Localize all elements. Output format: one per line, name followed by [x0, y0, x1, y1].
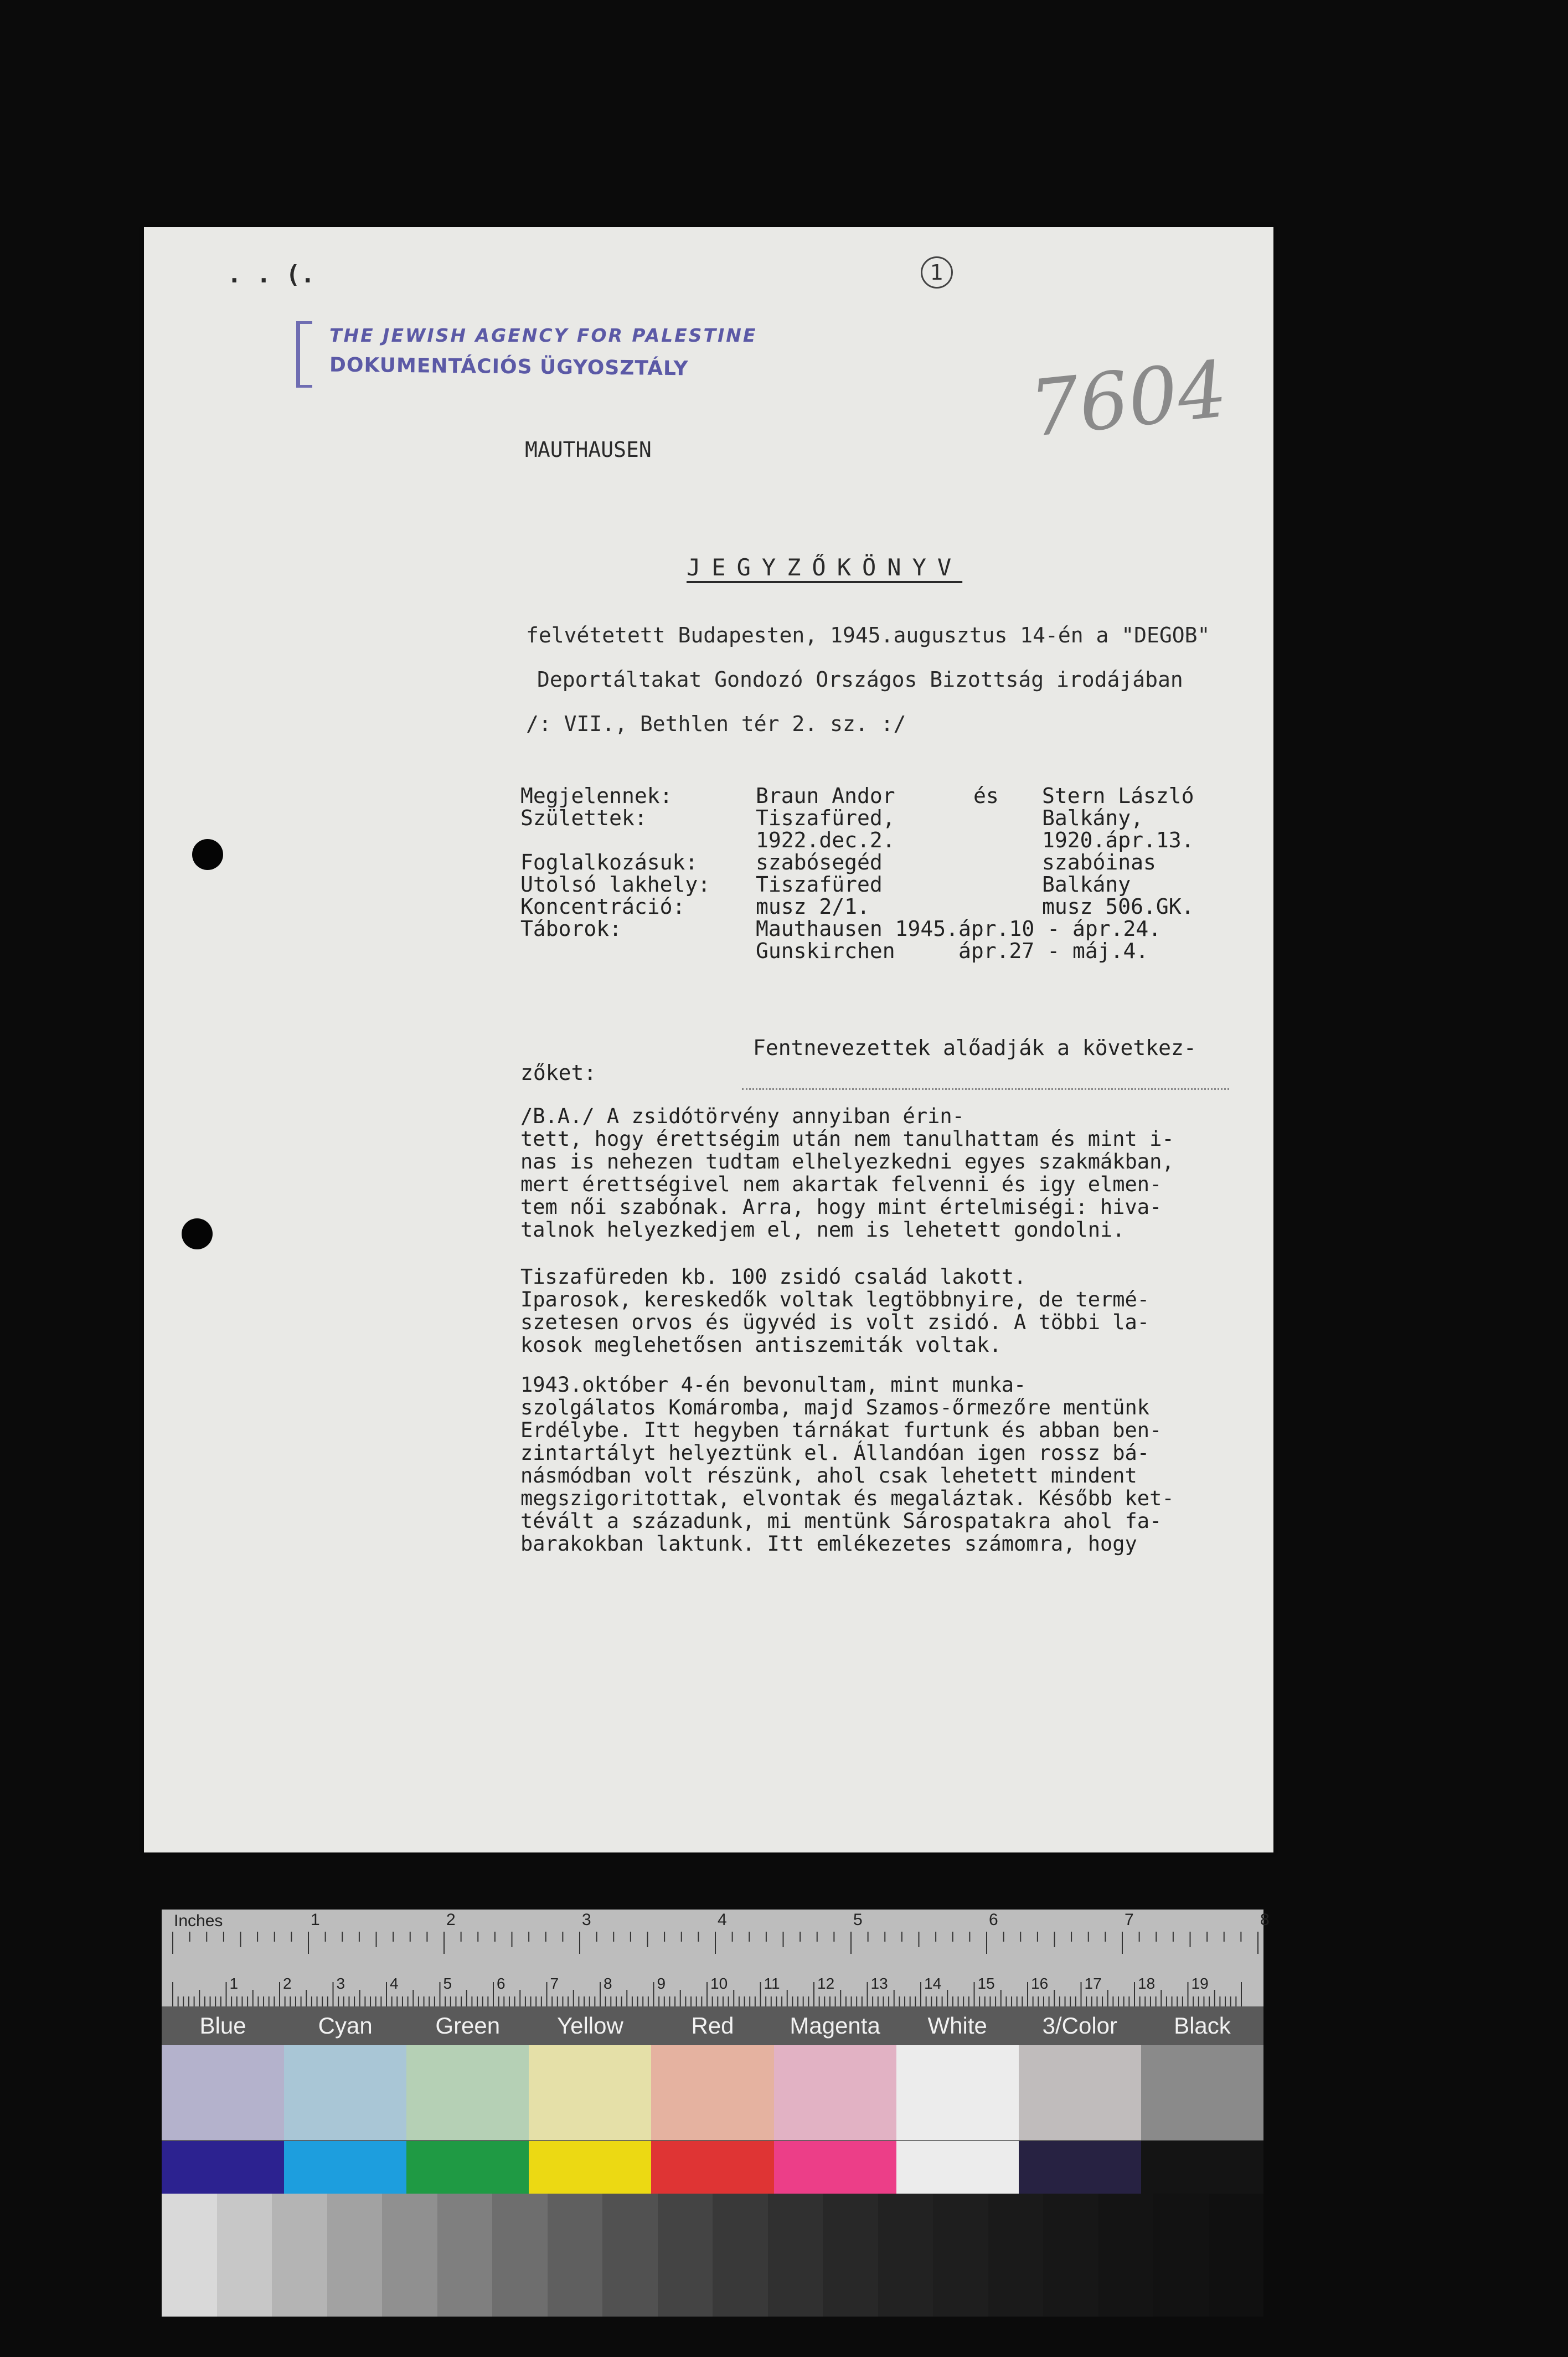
cm-number: 1: [229, 1975, 239, 1992]
gray-step: [162, 2194, 217, 2317]
paragraph-2: Tiszafüreden kb. 100 zsidó család lakott. Iparosok, kereskedők voltak legtöbbnyire, de termé- szetesen orvos és ügyvéd is volt zsidó. A többi la- kosok meglehetősen antiszemiták voltak.: [520, 1265, 1150, 1357]
color-swatch: [1141, 2045, 1263, 2140]
paragraph-1: /B.A./ A zsidótörvény annyiban érin- tett, hogy érettségim után nem tanulhattam és mint i- nas is nehezen tudtam elhelyezkedni egyes szakmákban, mert érettségivel nem akartak felvenni és igy elmen- tem női szabónak. Arra, hogy mint értelmiségi: hiva- talnok helyezkedjem el, nem is lehetett gondolni.: [520, 1104, 1174, 1242]
person2-value: szabóinas: [1042, 850, 1156, 874]
cm-number: 3: [336, 1975, 345, 1992]
gray-step: [437, 2194, 493, 2317]
swatch-label: Yellow: [556, 2013, 623, 2039]
gray-step: [1153, 2194, 1209, 2317]
color-swatch: [896, 2045, 1019, 2140]
inch-number: 5: [853, 1911, 863, 1929]
cm-number: 2: [283, 1975, 292, 1992]
color-swatch: [651, 2045, 773, 2140]
measuring-ruler: [162, 1910, 1270, 2008]
color-calibration-card: [162, 1910, 1270, 2317]
person1-value: Tiszafüred,: [756, 806, 895, 830]
stamp-line-2: DOKUMENTÁCIÓS ÜGYOSZTÁLY: [329, 353, 689, 380]
person1-value: Gunskirchen ápr.27 - máj.4.: [756, 939, 1149, 963]
inch-number: 2: [446, 1911, 456, 1929]
field-label: Foglalkozásuk:: [520, 850, 698, 874]
inch-number: 7: [1125, 1911, 1134, 1929]
person1-value: Tiszafüred: [756, 872, 883, 897]
dotted-rule: [742, 1088, 1229, 1090]
swatch-label: Blue: [199, 2013, 246, 2039]
person1-value: Braun Andor: [756, 784, 895, 808]
gray-step: [878, 2194, 933, 2317]
agency-stamp: [296, 321, 757, 404]
color-swatch: [1019, 2045, 1141, 2140]
gray-step: [933, 2194, 988, 2317]
cm-number: 17: [1084, 1975, 1102, 1992]
cm-number: 8: [604, 1975, 612, 1992]
gray-step: [382, 2194, 437, 2317]
intro-line-3: /: VII., Bethlen tér 2. sz. :/: [526, 712, 906, 736]
swatch-label-bar: [162, 2006, 1263, 2045]
cm-number: 6: [497, 1975, 506, 1992]
cm-number: 9: [657, 1975, 666, 1992]
swatch-label: Cyan: [318, 2013, 373, 2039]
gray-step: [1209, 2194, 1264, 2317]
field-label: Utolsó lakhely:: [520, 872, 711, 897]
color-swatch: [162, 2045, 284, 2140]
intro-line-2: Deportáltakat Gondozó Országos Bizottság irodájában: [537, 667, 1183, 692]
intro-line-1: felvétetett Budapesten, 1945.augusztus 14-én a "DEGOB": [526, 623, 1210, 647]
person2-value: Balkány: [1042, 872, 1131, 897]
person2-value: musz 506.GK.: [1042, 894, 1194, 919]
cm-number: 4: [390, 1975, 399, 1992]
gray-step: [217, 2194, 272, 2317]
person2-value: Stern László: [1042, 784, 1194, 808]
swatch-label: Magenta: [790, 2013, 880, 2039]
person1-value: Mauthausen 1945.ápr.10 - ápr.24.: [756, 917, 1162, 941]
gray-step: [1098, 2194, 1154, 2317]
gray-step: [823, 2194, 878, 2317]
inch-number: 6: [989, 1911, 998, 1929]
gray-step: [713, 2194, 768, 2317]
paragraph-3: 1943.október 4-én bevonultam, mint munka- szolgálatos Komáromba, majd Szamos-őrmezőre mentünk Erdélybe. Itt hegyben tárnákat furtunk és abban ben- zintartályt helyeztünk el. Állandóan igen rossz bá- násmódban volt részünk, ahol csak lehetett mindent megszigoritottak, elvontak és megaláztak. Később ket- tévált a századunk, mi mentünk Sárospatakra ahol fa- barakokban laktunk. Itt emlékezetes számomra, hogy: [520, 1373, 1174, 1556]
cm-number: 15: [977, 1975, 995, 1992]
document-label: MAUTHAUSEN: [525, 438, 652, 462]
lead-in-line-1: Fentnevezettek alőadják a következ-: [753, 1036, 1196, 1060]
cm-number: 16: [1031, 1975, 1049, 1992]
punch-hole-bottom: [182, 1218, 213, 1249]
swatch-label: 3/Color: [1042, 2013, 1118, 2039]
cm-number: 7: [550, 1975, 559, 1992]
inch-number: 8: [1260, 1911, 1270, 1929]
cm-number: 14: [924, 1975, 942, 1992]
ruler-unit-label: Inches: [174, 1912, 223, 1930]
gray-step: [658, 2194, 713, 2317]
gray-step: [548, 2194, 603, 2317]
corner-mark: . . (.: [227, 260, 315, 289]
cm-number: 5: [443, 1975, 452, 1992]
gray-step: [1043, 2194, 1098, 2317]
color-swatch: [529, 2045, 651, 2140]
gray-scale-row: [162, 2194, 1263, 2317]
swatch-label: White: [927, 2013, 987, 2039]
inch-number: 4: [718, 1911, 727, 1929]
cm-number: 18: [1138, 1975, 1156, 1992]
person1-value: musz 2/1.: [756, 894, 870, 919]
color-swatch: [284, 2045, 406, 2140]
lead-in-line-2: zőket:: [520, 1061, 597, 1085]
punch-hole-top: [192, 839, 223, 870]
person1-value: szabósegéd: [756, 850, 883, 874]
field-label: Születtek:: [520, 806, 647, 830]
field-label: Koncentráció:: [520, 894, 685, 919]
document-title: JEGYZŐKÖNYV: [687, 554, 963, 581]
inch-number: 3: [582, 1911, 591, 1929]
stamp-bracket: [296, 321, 312, 388]
document-page: [144, 227, 1273, 1852]
page-number-circled: 1: [921, 256, 953, 289]
swatch-label: Green: [435, 2013, 501, 2039]
stamp-line-1: THE JEWISH AGENCY FOR PALESTINE: [329, 325, 757, 346]
handwritten-number: 7604: [1025, 344, 1231, 455]
gray-step: [768, 2194, 823, 2317]
swatch-label: Black: [1174, 2013, 1231, 2039]
inch-number: 1: [311, 1911, 320, 1929]
swatch-label: Red: [691, 2013, 734, 2039]
person2-value: 1920.ápr.13.: [1042, 828, 1194, 852]
cm-number: 19: [1191, 1975, 1209, 1992]
gray-step: [272, 2194, 327, 2317]
gray-step: [327, 2194, 383, 2317]
conjunction: és: [973, 784, 999, 808]
gray-step: [492, 2194, 548, 2317]
color-swatch: [406, 2045, 529, 2140]
color-swatch: [774, 2045, 896, 2140]
gray-step: [988, 2194, 1044, 2317]
person1-value: 1922.dec.2.: [756, 828, 895, 852]
field-label: Megjelennek:: [520, 784, 673, 808]
cm-number: 13: [870, 1975, 888, 1992]
cm-number: 11: [764, 1975, 780, 1992]
gray-step: [602, 2194, 658, 2317]
cm-number: 10: [710, 1975, 728, 1992]
field-label: Táborok:: [520, 917, 622, 941]
light-swatch-row: [162, 2045, 1263, 2140]
cm-number: 12: [817, 1975, 835, 1992]
person2-value: Balkány,: [1042, 806, 1144, 830]
